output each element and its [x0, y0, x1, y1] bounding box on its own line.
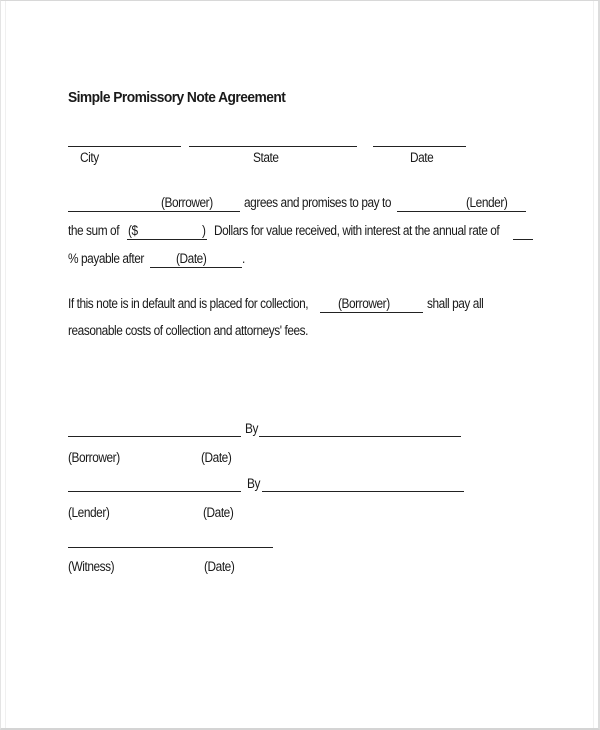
lender-placeholder: (Lender) — [466, 195, 508, 210]
lender-date-label: (Date) — [203, 505, 234, 520]
default-borrower-placeholder: (Borrower) — [338, 296, 390, 311]
witness-signature-label: (Witness) — [68, 559, 115, 574]
borrower-by-line[interactable] — [259, 436, 461, 437]
city-label: City — [80, 150, 99, 165]
shall-pay-text: shall pay all — [427, 296, 484, 311]
sum-of-text: the sum of — [68, 223, 120, 238]
amount-close-paren: ) — [202, 223, 206, 238]
agrees-text: agrees and promises to pay to — [244, 195, 392, 210]
amount-placeholder: ($ — [128, 223, 138, 238]
reasonable-costs-text: reasonable costs of collection and attorneys' fees. — [68, 323, 309, 338]
lender-name-line[interactable] — [397, 211, 526, 212]
borrower-by-label: By — [245, 421, 258, 436]
state-field-line[interactable] — [189, 146, 357, 147]
default-text: If this note is in default and is placed for collection, — [68, 296, 309, 311]
default-borrower-line[interactable] — [320, 312, 423, 313]
borrower-name-line[interactable] — [68, 211, 240, 212]
amount-field-line[interactable] — [127, 239, 207, 240]
lender-signature-line[interactable] — [68, 491, 241, 492]
lender-by-line[interactable] — [262, 491, 464, 492]
city-field-line[interactable] — [68, 146, 181, 147]
lender-signature-label: (Lender) — [68, 505, 110, 520]
state-label: State — [253, 150, 279, 165]
document-title: Simple Promissory Note Agreement — [68, 89, 286, 106]
period: . — [242, 251, 245, 266]
date-label: Date — [410, 150, 434, 165]
borrower-signature-line[interactable] — [68, 436, 241, 437]
borrower-signature-label: (Borrower) — [68, 450, 120, 465]
date-field-line[interactable] — [373, 146, 466, 147]
payable-date-line[interactable] — [150, 267, 242, 268]
borrower-date-label: (Date) — [201, 450, 232, 465]
witness-date-label: (Date) — [204, 559, 235, 574]
dollars-text: Dollars for value received, with interest at the annual rate of — [214, 223, 500, 238]
witness-signature-line[interactable] — [68, 547, 273, 548]
interest-rate-line[interactable] — [513, 239, 533, 240]
date-placeholder: (Date) — [176, 251, 207, 266]
payable-after-text: % payable after — [68, 251, 144, 266]
lender-by-label: By — [247, 476, 260, 491]
borrower-placeholder: (Borrower) — [161, 195, 213, 210]
